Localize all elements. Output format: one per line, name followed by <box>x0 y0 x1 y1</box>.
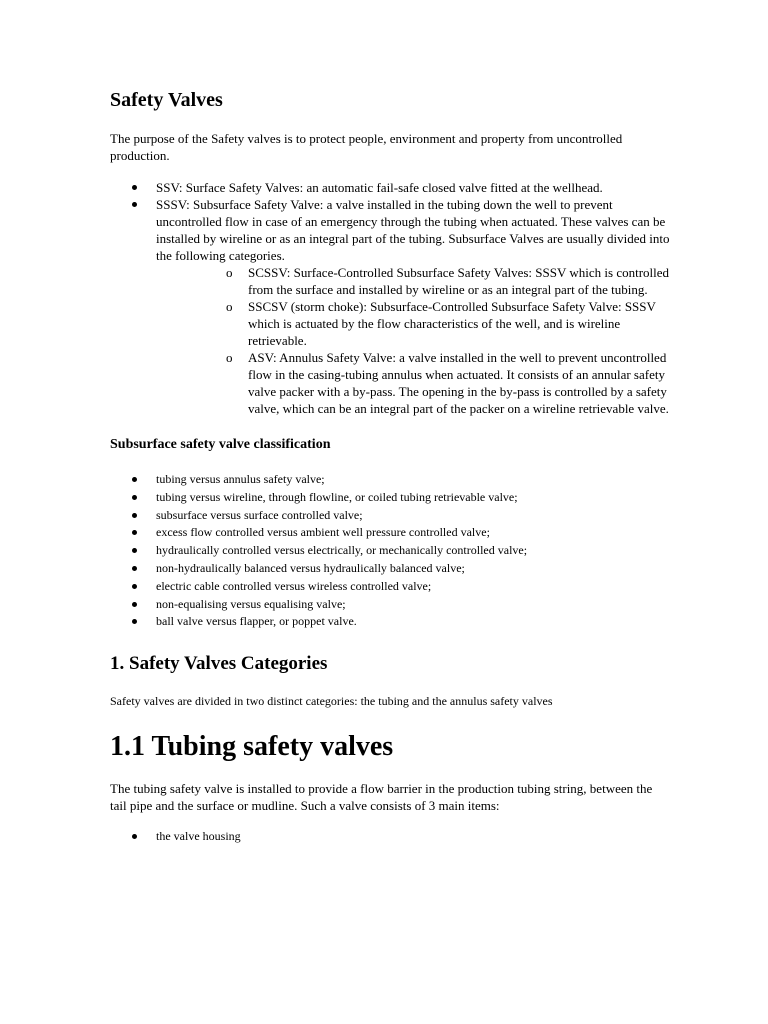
bullet-icon <box>132 584 137 589</box>
tubing-heading: 1.1 Tubing safety valves <box>110 731 394 763</box>
intro-paragraph: The purpose of the Safety valves is to protect people, environment and property from uncontrolled production. <box>110 131 623 163</box>
bullet-icon <box>132 185 137 190</box>
list-item-text: electric cable controlled versus wireless controlled valve; <box>156 578 432 593</box>
bullet-icon <box>132 530 137 535</box>
list-item-text: SSSV: Subsurface Safety Valve: a valve installed in the tubing down the well to prevent uncontrolled flow in case of an emergency through the tubing when actuated. These valves can be installed by wireline or as an integral part of the tubing. Subsurface Valves are usually divided into the following categories. <box>156 197 670 263</box>
sub-list-item-asv <box>156 349 670 417</box>
classification-list <box>110 471 670 631</box>
circle-bullet-icon: o <box>226 299 233 314</box>
bullet-icon <box>132 495 137 500</box>
bullet-icon <box>132 513 137 518</box>
bullet-icon <box>132 834 137 839</box>
list-item-sssv <box>110 196 670 417</box>
sub-list-item-scssv <box>156 264 670 298</box>
categories-paragraph: Safety valves are divided in two distinct categories: the tubing and the annulus safety valves <box>110 694 553 709</box>
document-content <box>110 88 670 846</box>
list-item <box>110 524 670 542</box>
list-item-text: the valve housing <box>156 829 241 844</box>
categories-heading: 1. Safety Valves Categories <box>110 653 328 675</box>
classification-heading: Subsurface safety valve classification <box>110 437 331 452</box>
list-item <box>110 507 670 525</box>
circle-bullet-icon: o <box>226 350 233 365</box>
tubing-items-list <box>110 828 670 846</box>
list-item-text: subsurface versus surface controlled valve; <box>156 507 363 522</box>
sssv-categories-list <box>156 264 670 417</box>
list-item-text: tubing versus wireline, through flowline, or coiled tubing retrievable valve; <box>156 489 518 504</box>
list-item-text: non-hydraulically balanced versus hydraulically balanced valve; <box>156 560 465 575</box>
list-item <box>110 613 670 631</box>
sub-list-item-text: SSCSV (storm choke): Subsurface-Controlled Subsurface Safety Valve: SSSV which is actuated by the flow characteristics of the well, and is wireline retrievable. <box>248 299 656 348</box>
sub-list-item-text: SCSSV: Surface-Controlled Subsurface Safety Valves: SSSV which is controlled from the surface and installed by wireline or as an integral part of the tubing. <box>248 265 670 297</box>
list-item-text: excess flow controlled versus ambient well pressure controlled valve; <box>156 525 490 540</box>
list-item <box>110 828 670 846</box>
tubing-paragraph: The tubing safety valve is installed to provide a flow barrier in the production tubing string, between the tail pipe and the surface or mudline. Such a valve consists of 3 main items: <box>110 781 653 814</box>
list-item-text: non-equalising versus equalising valve; <box>156 596 346 611</box>
sub-list-item-text: ASV: Annulus Safety Valve: a valve installed in the well to prevent uncontrolled flow in the casing-tubing annulus when actuated. It consists of an annular safety valve packer with a by-pass. The opening in the by-pass is controlled by a safety valve, which can be an integral part of the packer on a wireline retrievable valve. <box>248 350 669 416</box>
valve-types-list <box>110 179 670 417</box>
bullet-icon <box>132 477 137 482</box>
bullet-icon <box>132 619 137 624</box>
page-title: Safety Valves <box>110 89 223 111</box>
circle-bullet-icon: o <box>226 265 233 280</box>
list-item-text: SSV: Surface Safety Valves: an automatic fail-safe closed valve fitted at the wellhead. <box>156 180 603 195</box>
list-item <box>110 560 670 578</box>
bullet-icon <box>132 202 137 207</box>
sub-list-item-sscsv <box>156 298 670 349</box>
bullet-icon <box>132 602 137 607</box>
list-item <box>110 578 670 596</box>
bullet-icon <box>132 548 137 553</box>
list-item <box>110 542 670 560</box>
list-item-text: hydraulically controlled versus electrically, or mechanically controlled valve; <box>156 543 528 558</box>
list-item-ssv <box>110 179 670 196</box>
list-item-text: ball valve versus flapper, or poppet valve. <box>156 614 357 629</box>
list-item <box>110 471 670 489</box>
list-item <box>110 596 670 614</box>
list-item <box>110 489 670 507</box>
list-item-text: tubing versus annulus safety valve; <box>156 472 325 486</box>
bullet-icon <box>132 566 137 571</box>
